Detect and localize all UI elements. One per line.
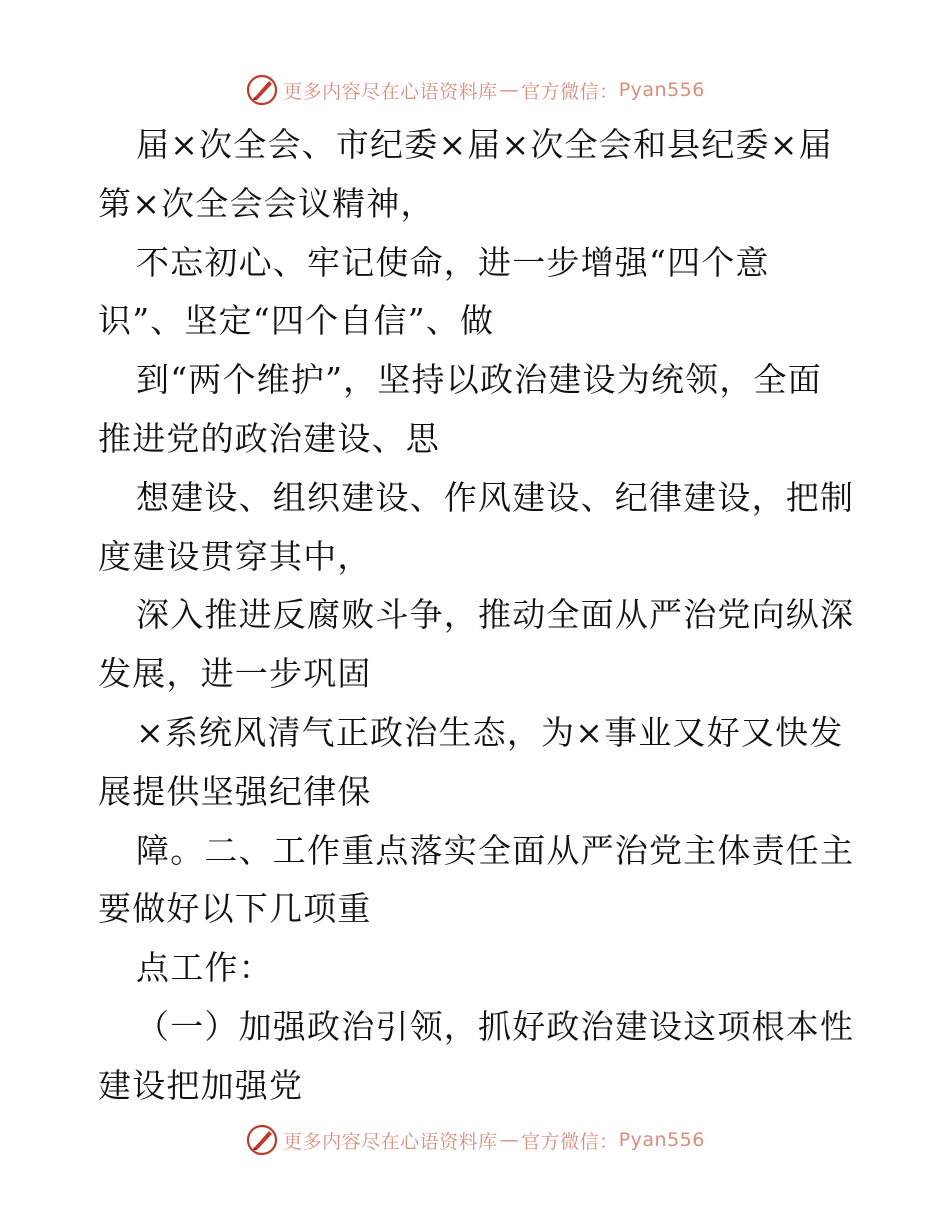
watermark-account-id: Pyan556 xyxy=(618,1129,705,1151)
watermark-account-label: 官方微信： xyxy=(521,1130,619,1153)
document-body xyxy=(98,116,858,1116)
text-line: 度建设贯穿其中， xyxy=(98,536,372,576)
watermark-account-label: 官方微信： xyxy=(521,80,619,103)
watermark-separator: — xyxy=(499,1129,520,1151)
text-line: （一）加强政治引领，抓好政治建设这项根本性 xyxy=(136,1006,855,1046)
text-line: 推进党的政治建设、思 xyxy=(98,418,440,458)
watermark-separator: — xyxy=(499,79,520,101)
text-line: 识”、坚定“四个自信”、做 xyxy=(98,301,495,341)
text-line: 发展，进一步巩固 xyxy=(98,654,372,694)
text-line: 届×次全会、市纪委×届×次全会和县纪委×届 xyxy=(136,125,833,164)
text-line: 障。二、工作重点落实全面从严治党主体责任主 xyxy=(136,830,855,870)
quill-pen-seal-icon xyxy=(245,73,279,107)
text-line: 不忘初心、牢记使命，进一步增强“四个意 xyxy=(136,242,770,282)
text-line: 要做好以下几项重 xyxy=(98,889,372,929)
text-line: 点工作： xyxy=(136,948,273,988)
text-line: ×系统风清气正政治生态，为×事业又好又快发 xyxy=(136,712,844,752)
watermark-site-text: 更多内容尽在心语资料库 xyxy=(283,1130,498,1153)
text-line: 到“两个维护”，坚持以政治建设为统领，全面 xyxy=(136,360,822,400)
watermark-footer xyxy=(0,1120,950,1160)
text-line: 第×次全会会议精神， xyxy=(98,183,435,223)
text-line: 想建设、组织建设、作风建设、纪律建设，把制 xyxy=(136,477,855,517)
watermark-header xyxy=(0,70,950,110)
text-line: 深入推进反腐败斗争，推动全面从严治党向纵深 xyxy=(136,595,855,635)
quill-pen-seal-icon xyxy=(245,1123,279,1157)
watermark-account-id: Pyan556 xyxy=(618,79,705,101)
text-line: 展提供坚强纪律保 xyxy=(98,771,372,811)
text-line: 建设把加强党 xyxy=(98,1065,304,1105)
watermark-site-text: 更多内容尽在心语资料库 xyxy=(283,80,498,103)
